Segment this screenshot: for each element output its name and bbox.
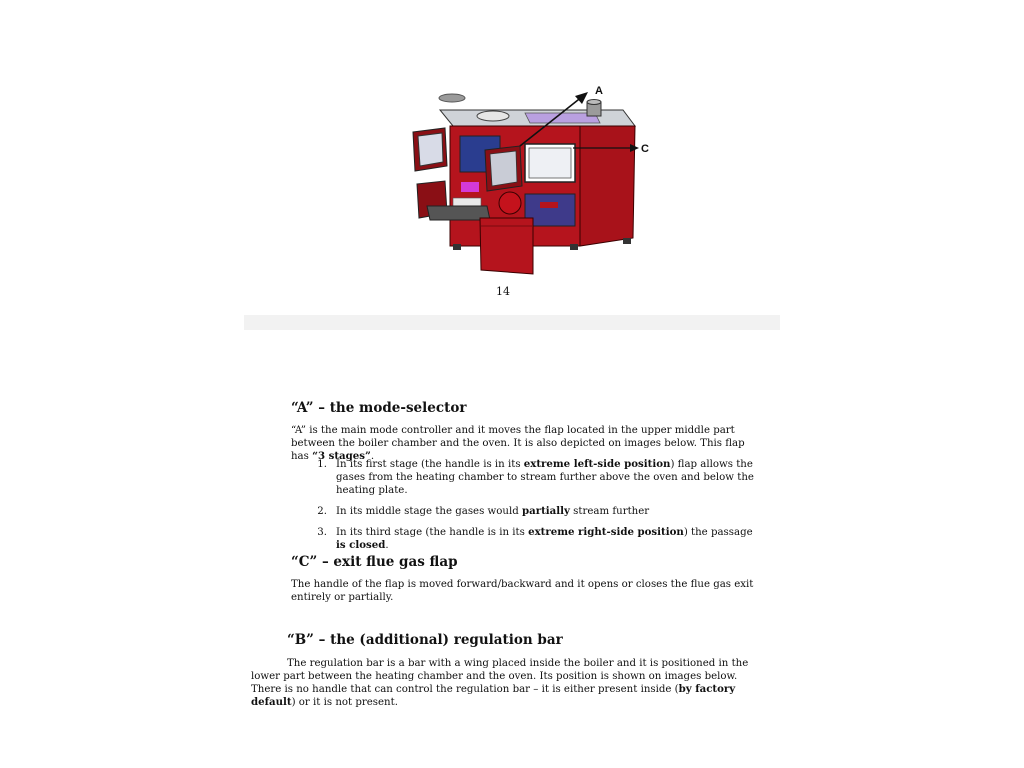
section-a-paragraph: “A” is the main mode controller and it moves the flap located in the upper middle part between the boiler chamber and the oven. It is also depicted on images below. This flap has “3 stages”. [291, 425, 745, 462]
label-a: A [595, 85, 603, 97]
section-c-heading: “C” – exit flue gas flap [291, 554, 458, 570]
section-a-heading: “A” – the mode-selector [291, 400, 467, 416]
section-b-heading: “B” – the (additional) regulation bar [287, 632, 563, 648]
stove-illustration [395, 78, 665, 283]
label-c: C [641, 143, 649, 155]
list-item: 2. In its middle stage the gases would partially stream further [317, 505, 650, 517]
list-item: 3. In its third stage (the handle is in its extreme right-side position) the passage is closed. [317, 526, 753, 551]
list-item: 1. In its first stage (the handle is in its extreme left-side position) flap allows the gases from the heating chamber to stream further above the oven and below the heating plate. [317, 458, 754, 496]
page-number: 14 [496, 285, 510, 298]
section-b-paragraph: The regulation bar is a bar with a wing placed inside the boiler and it is positioned in the lower part between the heating chamber and the oven. Its position is shown on images below. There is no handle that can control the regulation bar – it is either present inside (by factory default) or it is not present. [251, 658, 749, 708]
page-break-gap [244, 315, 780, 330]
stages-list [291, 458, 761, 560]
section-c-paragraph: The handle of the flap is moved forward/backward and it opens or closes the flue gas exit entirely or partially. [291, 579, 754, 603]
